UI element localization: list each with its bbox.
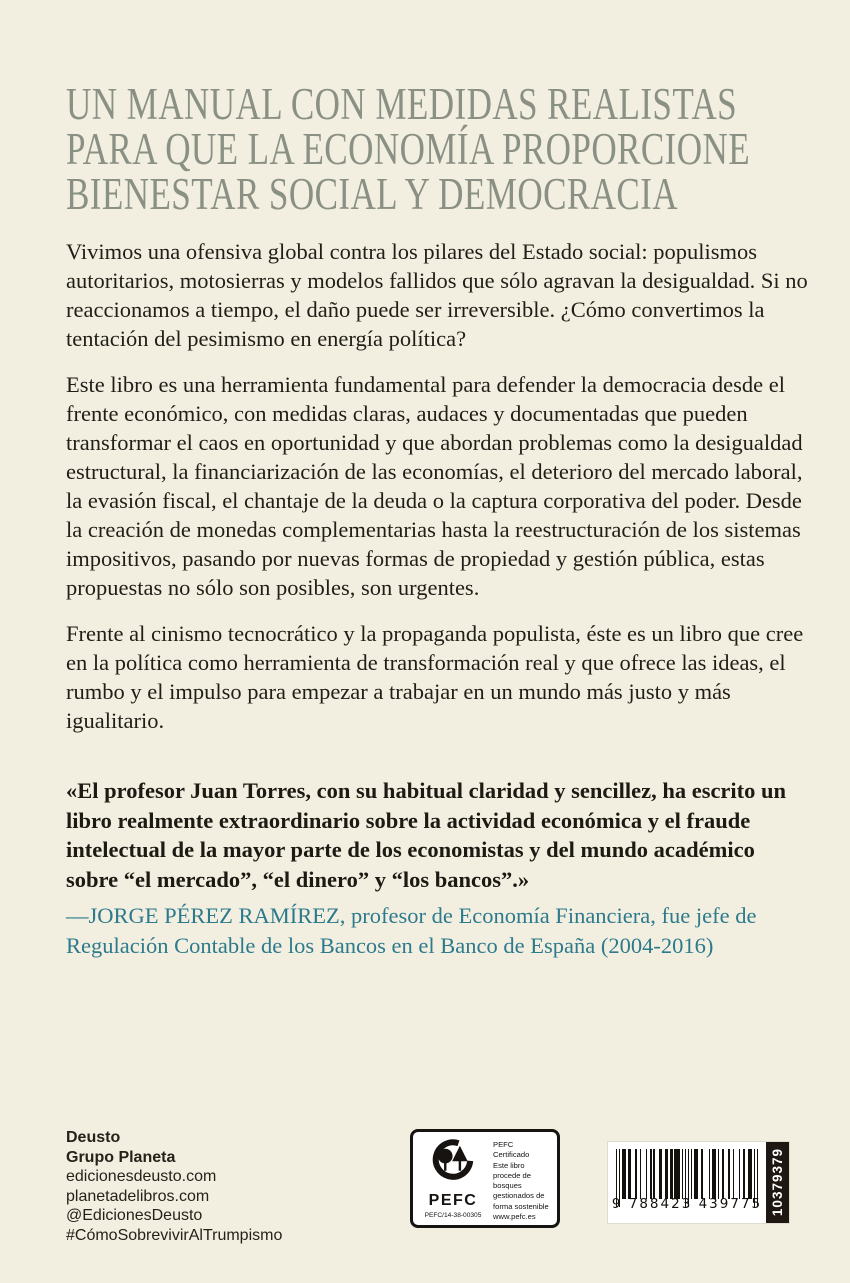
isbn-barcode	[608, 1142, 789, 1223]
publisher-hashtag: #CómoSobrevivirAlTrumpismo	[66, 1226, 283, 1244]
review-attribution: —JORGE PÉREZ RAMÍREZ, profesor de Economía Financiera, fue jefe de Regulación Contable de los Bancos en el Banco de España (2004-2016)	[66, 903, 757, 958]
pefc-left-column	[421, 1138, 485, 1219]
review-quote: «El profesor Juan Torres, con su habitual claridad y sencillez, ha escrito un libro realmente extraordinario sobre la actividad económica y el fraude intelectual de la mayor parte de los economistas y del mundo académico sobre “el mercado”, “el dinero” y “los bancos”.»	[66, 778, 787, 892]
page-title-line-2: PARA QUE LA ECONOMÍA PROPORCIONE	[66, 124, 751, 174]
page-title-line-1: UN MANUAL CON MEDIDAS REALISTAS	[66, 79, 737, 129]
pefc-right-column	[485, 1138, 550, 1219]
barcode-side-strip	[766, 1142, 789, 1223]
product-code: 10379379	[770, 1148, 785, 1217]
synopsis-paragraph-1: Vivimos una ofensiva global contra los pilares del Estado social: populismos autoritarios, motosierras y modelos fallidos que sólo agravan la desigualdad. Si no reaccionamos a tiempo, el daño puede ser irreversible. ¿Cómo convertimos la tentación del pesimismo en energía política?	[66, 239, 808, 351]
synopsis-paragraph-3: Frente al cinismo tecnocrático y la propaganda populista, éste es un libro que cree en la política como herramienta de transformación real y que ofrece las ideas, el rumbo y el impulso para empezar a trabajar en un mundo más justo y más igualitario.	[66, 621, 804, 733]
publisher-website-1: edicionesdeusto.com	[66, 1168, 217, 1185]
publisher-group: Grupo Planeta	[66, 1148, 176, 1166]
publisher-social-handle: @EdicionesDeusto	[66, 1207, 203, 1224]
page-title	[66, 79, 826, 219]
pefc-description: Este libro procede de bosques gestionados de forma sostenible	[493, 1160, 549, 1211]
pefc-wordmark: PEFC	[428, 1192, 478, 1209]
pefc-certification-label	[410, 1129, 560, 1228]
synopsis	[66, 237, 811, 752]
publisher-block	[66, 1128, 282, 1245]
publisher-imprint: Deusto	[66, 1129, 121, 1146]
barcode-panel	[608, 1142, 766, 1223]
publisher-website-2: planetadelibros.com	[66, 1187, 210, 1205]
synopsis-paragraph-2: Este libro es una herramienta fundamental para defender la democracia desde el frente económico, con medidas claras, audaces y documentadas que pueden transformar el caos en oportunidad y que abordan problemas como la desigualdad estructural, la financiarización de las economías, el deterioro del mercado laboral, la evasión fiscal, el chantaje de la deuda o la captura corporativa del poder. Desde la creación de monedas complementarias hasta la reestructuración de los sistemas impositivos, pasando por nuevas formas de propiedad y gestión pública, estas propuestas no sólo son posibles, son urgentes.	[66, 372, 803, 600]
pefc-cert-code: PEFC/14-38-00305	[424, 1212, 482, 1219]
pefc-certified-label: PEFC Certificado	[493, 1140, 530, 1160]
page-title-line-3: BIENESTAR SOCIAL Y DEMOCRACIA	[66, 169, 679, 219]
pefc-url: www.pefc.es	[493, 1211, 536, 1221]
pefc-trees-logo-icon	[427, 1138, 479, 1193]
isbn-number: 9 788423 439775	[611, 1196, 763, 1212]
